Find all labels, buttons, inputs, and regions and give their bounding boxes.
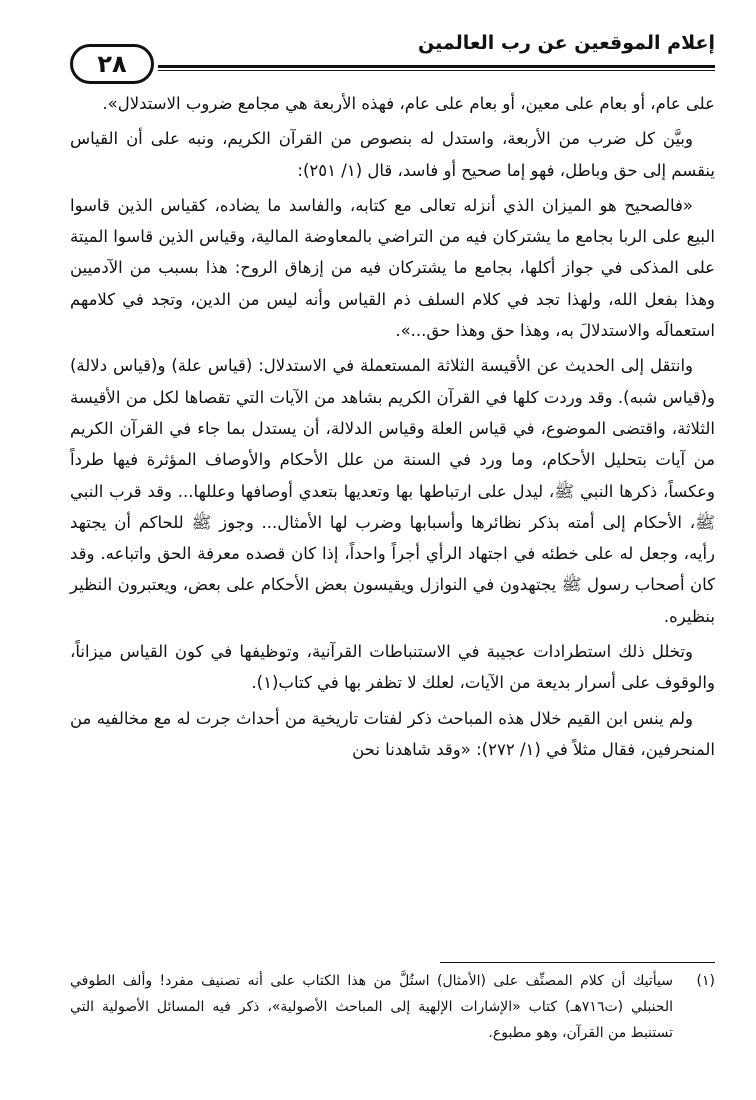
- footnote-text: سيأتيك أن كلام المصنِّف على (الأمثال) استُلَّ من هذا الكتاب على أنه تصنيف مفرد! وألف الطوفي الحنبلي (ت٧١٦هـ) كتاب «الإشارات الإلهية إلى المباحث الأصولية»، ذكر فيه المسائل الأصولية التي تستنبط من القرآن، وهو مطبوع.: [70, 973, 674, 1041]
- paragraph: على عام، أو بعام على معين، أو بعام على عام، فهذه الأربعة هي مجامع ضروب الاستدلال».: [102, 94, 715, 113]
- quote-paragraph: «فالصحيح هو الميزان الذي أنزله تعالى مع كتابه، والفاسد ما يضاده، كقياس الذين قاسوا البيع على الربا بجامع ما يشتركان فيه من التراضي بالمعاوضة المالية، وقياس الذين قاسوا الميتة على المذكى في جواز أكلها، بجامع ما يشتركان فيه من إزهاق الروح: هذا بسبب من الآدميين وهذا بفعل الله، ولهذا تجد في كلام السلف ذم القياس وأنه ليس من الدين، وتجد في كلامهم استعمالَه والاستدلالَ به، وهذا حق وهذا حق...».: [70, 195, 715, 341]
- footnotes: [70, 968, 715, 1046]
- page-number: ٢٨: [70, 44, 154, 84]
- main-text: [70, 88, 715, 769]
- footnote: [70, 968, 715, 1046]
- paragraph: وبيَّن كل ضرب من الأربعة، واستدل له بنصوص من القرآن الكريم، ونبه على أن القياس ينقسم إلى حق وباطل، فهو إما صحيح أو فاسد، قال (١/ ٢٥١):: [70, 129, 715, 180]
- footnote-separator: [440, 962, 715, 963]
- header-rule-thin: [158, 70, 715, 71]
- paragraph: وتخلل ذلك استطرادات عجيبة في الاستنباطات القرآنية، وتوظيفها في كون القياس ميزاناً، والوقوف على أسرار بديعة من الآيات، لعلك لا تظفر بها في كتاب(١).: [70, 642, 715, 693]
- paragraph: وانتقل إلى الحديث عن الأقيسة الثلاثة المستعملة في الاستدلال: (قياس علة) و(قياس دلالة) و(قياس شبه). وقد وردت كلها في القرآن الكريم بشاهد من الآيات التي تقصاها لكل من الأقيسة الثلاثة، واقتضى الموضوع، في قياس العلة وقياس الدلالة، أن يستدل بما جاء في القرآن الكريم من آيات بتحليل الأحكام، وما ورد في السنة من علل الأحكام والأوصاف المؤثرة فيها طرداً وعكساً، ذكرها النبي ﷺ، ليدل على ارتباطها بها وتعديها بتعدي أوصافها وعللها... وقد قرب النبي ﷺ، الأحكام إلى أمته بذكر نظائرها وأسبابها وضرب لها الأمثال... وجوز ﷺ للحاكم أن يجتهد رأيه، وجعل له على خطئه في اجتهاد الرأي أجراً واحداً، إذا كان قصده معرفة الحق واتباعه. وقد كان أصحاب رسول ﷺ يجتهدون في النوازل ويقيسون بعض الأحكام على بعض، ويعتبرون النظير بنظيره.: [70, 356, 715, 626]
- book-title: إعلام الموقعين عن رب العالمين: [418, 32, 715, 54]
- page-header: [70, 30, 715, 80]
- footnote-number: (١): [696, 973, 715, 989]
- header-rule: [158, 65, 715, 68]
- paragraph: ولم ينس ابن القيم خلال هذه المباحث ذكر لفتات تاريخية من أحداث جرت له مع مخالفيه من المنحرفين، فقال مثلاً في (١/ ٢٧٢): «وقد شاهدنا نحن: [70, 708, 715, 759]
